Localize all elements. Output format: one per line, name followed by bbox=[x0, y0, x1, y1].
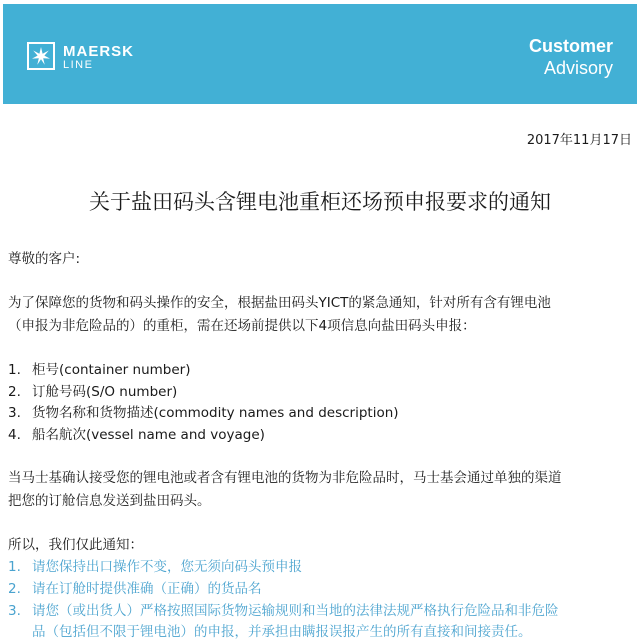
brand-name: MAERSK bbox=[63, 43, 135, 60]
info-item-number: 4. bbox=[8, 427, 21, 443]
notice-item-text: 品（包括但不限于锂电池）的申报，并承担由瞒报误报产生的所有直接和间接责任。 bbox=[32, 624, 532, 640]
notice-item-number: 3. bbox=[8, 603, 21, 619]
notice-item-text: 请在订舱时提供准确（正确）的货品名 bbox=[32, 581, 262, 597]
info-item bbox=[8, 384, 177, 400]
intro-line-2: （申报为非危险品的）的重柜，需在还场前提供以下4项信息向盐田码头申报： bbox=[8, 318, 476, 334]
info-item-text: 订舱号码(S/O number) bbox=[32, 384, 178, 400]
info-item-text: 货物名称和货物描述(commodity names and description) bbox=[32, 405, 399, 421]
notice-item bbox=[8, 559, 302, 575]
info-item bbox=[8, 427, 265, 443]
star-icon bbox=[27, 42, 55, 70]
advisory-line1: Customer bbox=[528, 36, 613, 56]
notice-date: 2017年11月17日 bbox=[526, 133, 632, 148]
info-item bbox=[8, 405, 399, 421]
info-item-number: 3. bbox=[8, 405, 21, 421]
maersk-note-line-1: 当马士基确认接受您的锂电池或者含有锂电池的货物为非危险品时，马士基会通过单独的渠道 bbox=[8, 470, 562, 486]
notice-item bbox=[8, 581, 262, 597]
notice-item bbox=[8, 603, 559, 619]
info-item bbox=[8, 362, 190, 378]
info-item-number: 2. bbox=[8, 384, 21, 400]
notice-item-text: 请您（或出货人）严格按照国际货物运输规则和当地的法律法规严格执行危险品和非危险 bbox=[32, 603, 559, 619]
intro-line-1: 为了保障您的货物和码头操作的安全，根据盐田码头YICT的紧急通知，针对所有含有锂电池 bbox=[8, 295, 551, 311]
advisory-label bbox=[529, 35, 613, 79]
notice-item-number: 1. bbox=[8, 559, 21, 575]
advisory-line2: Advisory bbox=[543, 58, 613, 78]
info-item-number: 1. bbox=[8, 362, 21, 378]
brand-subname: LINE bbox=[63, 59, 94, 71]
notice-item bbox=[8, 624, 532, 640]
notice-item-number: 2. bbox=[8, 581, 21, 597]
header-banner bbox=[3, 4, 637, 104]
greeting: 尊敬的客户: bbox=[8, 251, 81, 267]
notice-item-text: 请您保持出口操作不变，您无须向码头预申报 bbox=[32, 559, 302, 575]
info-item-text: 船名航次(vessel name and voyage) bbox=[32, 427, 265, 443]
maersk-note-line-2: 把您的订舱信息发送到盐田码头。 bbox=[8, 493, 211, 509]
info-item-text: 柜号(container number) bbox=[32, 362, 191, 378]
notice-heading: 所以，我们仅此通知： bbox=[8, 537, 143, 553]
page-title: 关于盐田码头含锂电池重柜还场预申报要求的通知 bbox=[89, 190, 551, 214]
